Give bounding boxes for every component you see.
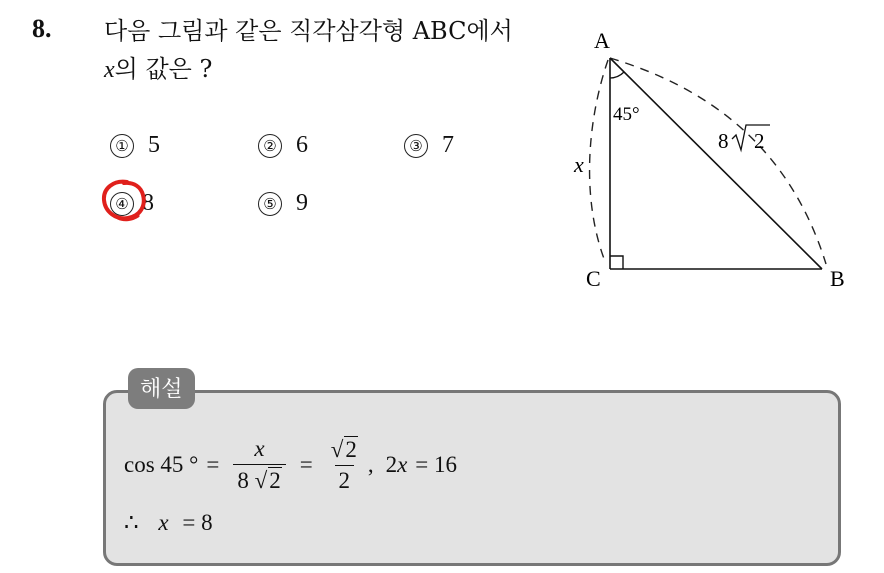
side-x-brace	[590, 60, 608, 264]
choice-3[interactable]	[404, 132, 454, 159]
choice-5[interactable]	[258, 190, 308, 217]
cos-term: cos 45 °	[124, 452, 199, 477]
result-2-rhs: = 8	[182, 510, 213, 535]
choice-5-value: 9	[296, 190, 308, 216]
solution-conclusion	[124, 510, 213, 536]
side-x-label: x	[574, 152, 584, 177]
result-1-coef: 2	[385, 452, 398, 477]
choice-2[interactable]	[258, 132, 308, 159]
choice-2-value: 6	[296, 132, 308, 158]
fraction-1-den-coef: 8	[237, 468, 249, 493]
question-text	[104, 12, 513, 89]
equals-2: =	[299, 452, 313, 477]
vertex-b-label: B	[830, 266, 845, 291]
vertex-c-label: C	[586, 266, 601, 291]
vertex-a-label: A	[594, 28, 610, 53]
choice-3-mark: ③	[404, 134, 428, 158]
question-line-2-text: 의 값은 ?	[114, 55, 213, 83]
hypotenuse-radicand: 2	[754, 129, 765, 153]
fraction-2	[327, 436, 362, 494]
hypotenuse-coef: 8	[718, 129, 729, 153]
choice-4-mark: ④	[110, 192, 134, 216]
question-line-1: 다음 그림과 같은 직각삼각형 ABC에서	[104, 17, 513, 45]
result-1-rhs: = 16	[415, 452, 458, 477]
fraction-1	[233, 436, 285, 494]
side-ab	[610, 58, 822, 269]
choice-3-value: 7	[442, 132, 454, 158]
fraction-2-numerator: √2	[330, 437, 357, 462]
question-number: 8.	[32, 14, 52, 43]
choice-1[interactable]	[110, 132, 160, 159]
question-variable: x	[104, 57, 115, 83]
solution-label: 해설	[128, 368, 195, 409]
result-1-var: x	[397, 452, 408, 477]
choice-2-mark: ②	[258, 134, 282, 158]
choice-1-value: 5	[148, 132, 160, 158]
fraction-1-den-radicand: 2	[269, 468, 281, 493]
answer-circle-mark	[100, 178, 150, 224]
question-line-2	[104, 50, 513, 89]
therefore-symbol: ∴	[124, 510, 139, 535]
equals-1: =	[206, 452, 220, 477]
angle-arc	[610, 72, 624, 78]
fraction-2-denominator: 2	[335, 465, 355, 494]
fraction-1-numerator: x	[254, 436, 265, 461]
solution-equation	[124, 436, 457, 494]
fraction-2-num-radicand: 2	[345, 437, 357, 462]
angle-label: 45°	[613, 104, 640, 125]
choice-4-value: 8	[142, 190, 154, 216]
comma: ,	[367, 452, 374, 477]
hypotenuse-brace	[610, 58, 826, 264]
choice-5-mark: ⑤	[258, 192, 282, 216]
triangle-diagram	[560, 28, 860, 298]
fraction-1-denominator: 8 √2	[233, 464, 285, 494]
choice-1-mark: ①	[110, 134, 134, 158]
right-angle-mark	[610, 256, 623, 269]
result-2-var: x	[158, 510, 169, 535]
